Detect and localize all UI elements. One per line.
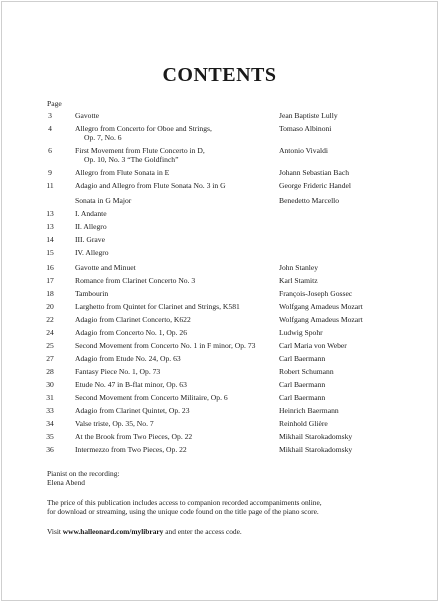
- entry-title-line: Valse triste, Op. 35, No. 7: [75, 419, 154, 428]
- entry-page-number: 9: [48, 168, 52, 177]
- entry-title: [75, 209, 275, 218]
- entry-title: [75, 315, 275, 324]
- entry-title-line: Second Movement from Concerto Militaire, Op. 6: [75, 393, 228, 402]
- entry-composer: Johann Sebastian Bach: [279, 168, 350, 177]
- entry-composer: John Stanley: [279, 263, 319, 272]
- entry-page-number: 4: [48, 124, 52, 133]
- entry-page-number: 35: [46, 432, 54, 441]
- entry-title: [75, 111, 275, 120]
- entry-page-number: 20: [46, 302, 54, 311]
- contents-list: [2, 111, 439, 458]
- entry-composer: Antonio Vivaldi: [279, 146, 328, 155]
- entry-page-number: 24: [46, 328, 54, 337]
- access-note: [47, 498, 407, 516]
- contents-entry: [2, 181, 439, 194]
- pianist-name: Elena Abend: [47, 478, 85, 487]
- entry-composer: Ludwig Spohr: [279, 328, 323, 337]
- entry-page-number: 6: [48, 146, 52, 155]
- entry-page-number: 17: [46, 276, 54, 285]
- contents-entry: [2, 328, 439, 341]
- entry-composer: Carl Baermann: [279, 380, 326, 389]
- entry-title: [75, 341, 275, 350]
- entry-title: [75, 289, 275, 298]
- entry-title: [75, 181, 275, 190]
- entry-title-line: Allegro from Concerto for Oboe and Strings,: [75, 124, 212, 133]
- entry-title-line: Etude No. 47 in B-flat minor, Op. 63: [75, 380, 187, 389]
- entry-page-number: 28: [46, 367, 54, 376]
- entry-title-line: Adagio from Concerto No. 1, Op. 26: [75, 328, 187, 337]
- entry-title-line: Adagio and Allegro from Flute Sonata No. 3 in G: [75, 181, 226, 190]
- entry-title-line: I. Andante: [75, 209, 107, 218]
- entry-page-number: 31: [46, 393, 54, 402]
- entry-title-line: Gavotte: [75, 111, 100, 120]
- entry-page-number: 15: [46, 248, 54, 257]
- entry-composer: François-Joseph Gossec: [279, 289, 353, 298]
- page-title: CONTENTS: [162, 64, 277, 86]
- entry-title-line: IV. Allegro: [75, 248, 109, 257]
- entry-title: [75, 432, 275, 441]
- entry-title: [75, 445, 275, 454]
- pianist-label: Pianist on the recording:: [47, 469, 120, 478]
- entry-title: [75, 367, 275, 376]
- contents-entry: [2, 289, 439, 302]
- entry-title-line: Gavotte and Minuet: [75, 263, 136, 272]
- entry-title: [75, 168, 275, 177]
- entry-page-number: 13: [46, 222, 54, 231]
- entry-title: [75, 124, 275, 142]
- contents-entry: [2, 432, 439, 445]
- entry-page-number: 14: [46, 235, 54, 244]
- contents-entry: [2, 248, 439, 261]
- contents-entry: [2, 146, 439, 168]
- entry-composer: Karl Stamitz: [279, 276, 318, 285]
- entry-title-line: Adagio from Clarinet Concerto, K622: [75, 315, 191, 324]
- entry-page-number: 27: [46, 354, 54, 363]
- entry-composer: Carl Maria von Weber: [279, 341, 347, 350]
- entry-composer: Wolfgang Amadeus Mozart: [279, 315, 363, 324]
- entry-composer: George Frideric Handel: [279, 181, 351, 190]
- contents-entry: [2, 445, 439, 458]
- entry-title-line: Allegro from Flute Sonata in E: [75, 168, 170, 177]
- entry-title: [75, 196, 275, 205]
- entry-title-line: Adagio from Clarinet Quintet, Op. 23: [75, 406, 190, 415]
- contents-entry: [2, 393, 439, 406]
- entry-title-line: Tambourin: [75, 289, 109, 298]
- contents-entry: [2, 124, 439, 146]
- contents-entry: [2, 302, 439, 315]
- entry-title: [75, 380, 275, 389]
- entry-title: [75, 393, 275, 402]
- entry-title-line: Larghetto from Quintet for Clarinet and Strings, K581: [75, 302, 240, 311]
- entry-title-line: Romance from Clarinet Concerto No. 3: [75, 276, 196, 285]
- entry-composer: Tomaso Albinoni: [279, 124, 332, 133]
- contents-entry: [2, 406, 439, 419]
- library-link[interactable]: www.halleonard.com/mylibrary: [62, 527, 164, 536]
- entry-composer: Mikhail Starokadomsky: [279, 432, 353, 441]
- entry-title-line: Second Movement from Concerto No. 1 in F minor, Op. 73: [75, 341, 256, 350]
- entry-page-number: 25: [46, 341, 54, 350]
- entry-composer: Jean Baptiste Lully: [279, 111, 338, 120]
- entry-title: [75, 354, 275, 363]
- entry-page-number: 18: [46, 289, 54, 298]
- entry-title-continuation: Op. 10, No. 3 “The Goldfinch”: [84, 155, 179, 164]
- entry-composer: Carl Baermann: [279, 393, 326, 402]
- entry-title: [75, 406, 275, 415]
- entry-title: [75, 419, 275, 428]
- entry-composer: Mikhail Starokadomsky: [279, 445, 353, 454]
- entry-title: [75, 328, 275, 337]
- entry-title-continuation: Op. 7, No. 6: [84, 133, 122, 142]
- contents-entry: [2, 367, 439, 380]
- entry-title: [75, 302, 275, 311]
- entry-page-number: 3: [48, 111, 52, 120]
- entry-title: [75, 263, 275, 272]
- entry-title-line: Intermezzo from Two Pieces, Op. 22: [75, 445, 187, 454]
- contents-entry: [2, 341, 439, 354]
- entry-page-number: 22: [46, 315, 54, 324]
- contents-entry: [2, 419, 439, 432]
- entry-title-line: Fantasy Piece No. 1, Op. 73: [75, 367, 161, 376]
- visit-prefix: Visit: [47, 527, 63, 536]
- contents-entry: [2, 209, 439, 222]
- entry-page-number: 33: [46, 406, 54, 415]
- entry-title-line: II. Allegro: [75, 222, 107, 231]
- contents-entry: [2, 354, 439, 367]
- entry-composer: Reinhold Glière: [279, 419, 328, 428]
- entry-title-line: First Movement from Flute Concerto in D,: [75, 146, 205, 155]
- entry-page-number: 34: [46, 419, 54, 428]
- contents-entry: [2, 222, 439, 235]
- entry-page-number: 30: [46, 380, 54, 389]
- contents-entry: [2, 380, 439, 393]
- visit-line: [47, 527, 407, 536]
- entry-page-number: 11: [46, 181, 54, 190]
- footer: [47, 469, 407, 536]
- contents-page: [1, 1, 438, 601]
- contents-entry: [2, 276, 439, 289]
- entry-composer: Heinrich Baermann: [279, 406, 339, 415]
- entry-title: [75, 146, 275, 164]
- page-column-label: Page: [47, 99, 62, 108]
- entry-composer: Carl Baermann: [279, 354, 326, 363]
- entry-composer: Robert Schumann: [279, 367, 334, 376]
- entry-title-line: Adagio from Etude No. 24, Op. 63: [75, 354, 181, 363]
- entry-page-number: 36: [46, 445, 54, 454]
- entry-composer: Wolfgang Amadeus Mozart: [279, 302, 363, 311]
- contents-entry: [2, 235, 439, 248]
- entry-title-line: At the Brook from Two Pieces, Op. 22: [75, 432, 193, 441]
- access-note-line-1: The price of this publication includes access to companion recorded accompaniments online,: [47, 498, 322, 507]
- entry-title-line: III. Grave: [75, 235, 105, 244]
- contents-entry: [2, 196, 439, 209]
- entry-title: [75, 222, 275, 231]
- entry-page-number: 16: [46, 263, 54, 272]
- entry-title-line: Sonata in G Major: [75, 196, 132, 205]
- entry-composer: Benedetto Marcello: [279, 196, 340, 205]
- contents-entry: [2, 168, 439, 181]
- contents-entry: [2, 263, 439, 276]
- contents-entry: [2, 111, 439, 124]
- entry-title: [75, 235, 275, 244]
- entry-title: [75, 248, 275, 257]
- visit-suffix: and enter the access code.: [163, 527, 242, 536]
- entry-title: [75, 276, 275, 285]
- entry-page-number: 13: [46, 209, 54, 218]
- access-note-line-2: for download or streaming, using the unique code found on the title page of the piano score.: [47, 507, 319, 516]
- contents-entry: [2, 315, 439, 328]
